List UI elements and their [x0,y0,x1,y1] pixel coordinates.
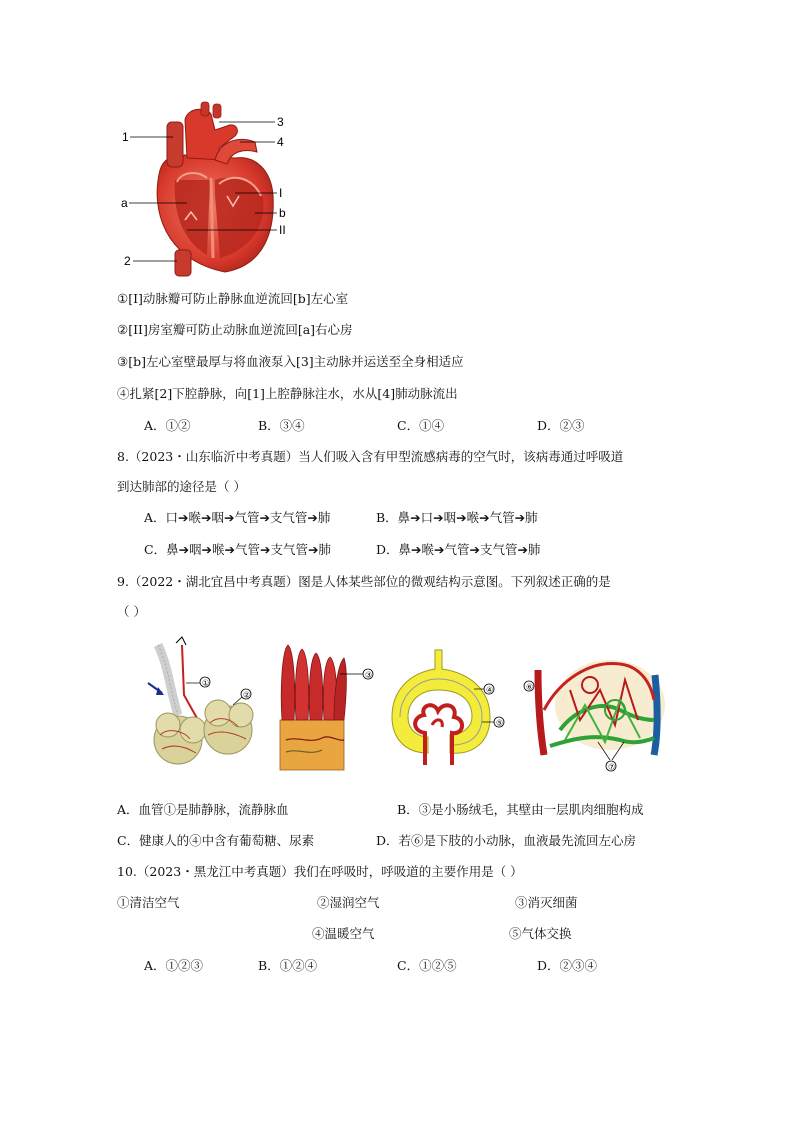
alveoli-diagram [138,635,263,775]
q10-item-2: ②湿润空气 [317,895,380,910]
q7-option-a[interactable]: A．①② [144,418,191,433]
heart-label-2: 2 [124,254,131,268]
q10-option-b[interactable]: B．①②④ [258,958,318,973]
heart-label-b: b [279,206,286,220]
q10-option-a[interactable]: A．①②③ [144,958,204,973]
q10-stem: 10.（2023・黑龙江中考真题）我们在呼吸时，呼吸道的主要作用是（ ） [117,864,523,879]
figure-label-3: ③ [365,670,373,680]
q10-option-c[interactable]: C．①②⑤ [397,958,457,973]
q10-item-4: ④温暖空气 [312,926,375,941]
q8-option-c[interactable]: C．鼻➔咽➔喉➔气管➔支气管➔肺 [144,542,331,557]
heart-label-I: I [279,186,283,200]
capillary-network-diagram [520,650,670,775]
heart-label-1: 1 [122,130,129,144]
q10-item-3: ③消灭细菌 [515,895,578,910]
nephron-diagram [390,645,515,775]
q10-item-5: ⑤气体交换 [509,926,572,941]
q9-option-b[interactable]: B．③是小肠绒毛，其壁由一层肌肉细胞构成 [397,802,644,817]
heart-label-3: 3 [277,115,284,129]
q7-statement-1: ①[I]动脉瓣可防止静脉血逆流回[b]左心室 [117,291,349,306]
q8-option-d[interactable]: D．鼻➔喉➔气管➔支气管➔肺 [376,542,541,557]
q10-item-1: ①清洁空气 [117,895,180,910]
q10-option-d[interactable]: D．②③④ [537,958,598,973]
q9-option-d[interactable]: D．若⑥是下肢的小动脉，血液最先流回左心房 [376,833,637,848]
q9-option-a[interactable]: A．血管①是肺静脉，流静脉血 [117,802,289,817]
heart-label-II: II [279,223,286,237]
q8-stem-line1: 8.（2023・山东临沂中考真题）当人们吸入含有甲型流感病毒的空气时，该病毒通过呼吸道 [117,449,624,464]
q7-option-c[interactable]: C．①④ [397,418,445,433]
figure-label-6: ⑥ [526,682,534,692]
heart-label-4: 4 [277,135,284,149]
q7-option-b[interactable]: B．③④ [258,418,305,433]
q7-statement-2: ②[II]房室瓣可防止动脉血逆流回[a]右心房 [117,322,353,337]
q7-statement-4: ④扎紧[2]下腔静脉，向[1]上腔静脉注水，水从[4]肺动脉流出 [117,386,458,401]
figure-label-4: ④ [486,685,494,695]
q8-option-b[interactable]: B．鼻➔口➔咽➔喉➔气管➔肺 [376,510,538,525]
villi-diagram [278,640,378,772]
q8-option-a[interactable]: A．口➔喉➔咽➔气管➔支气管➔肺 [144,510,331,525]
q9-stem-line2: （ ） [117,604,146,619]
figure-label-1: ① [202,678,210,688]
figure-label-5: ⑤ [496,718,504,728]
heart-diagram [115,100,305,280]
q7-statement-3: ③[b]左心室壁最厚与将血液泵入[3]主动脉并运送至全身相适应 [117,354,464,369]
figure-label-7: ⑦ [608,762,616,772]
q9-stem-line1: 9.（2022・湖北宜昌中考真题）图是人体某些部位的微观结构示意图。下列叙述正确的是 [117,574,611,589]
q8-stem-line2: 到达肺部的途径是（ ） [117,479,246,494]
heart-label-a: a [121,196,128,210]
figure-label-2: ② [243,690,251,700]
q7-option-d[interactable]: D．②③ [537,418,585,433]
q9-option-c[interactable]: C．健康人的④中含有葡萄糖、尿素 [117,833,315,848]
